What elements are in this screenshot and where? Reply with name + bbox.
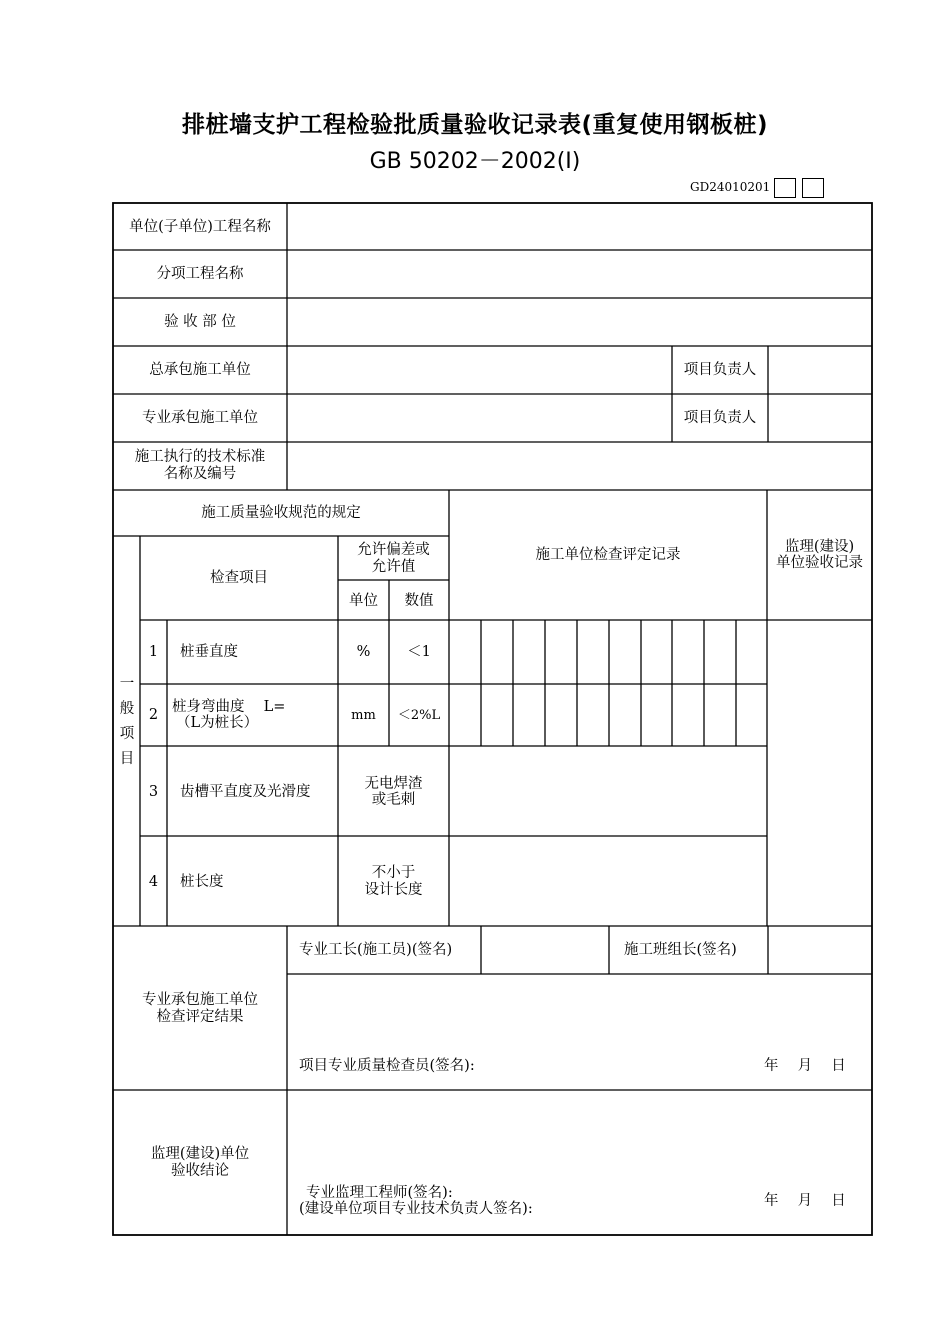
item-1-value: ＜1 [407, 644, 431, 660]
tech-standard-label-line2: 名称及编号 [163, 466, 237, 482]
form-title: 排桩墙支护工程检验批质量验收记录表(重复使用钢板桩) [181, 112, 769, 138]
check-item-label: 检查项目 [210, 570, 268, 586]
specialty-contractor-field[interactable] [289, 396, 670, 440]
item-2-name-line2: （L为桩长） [176, 715, 259, 731]
subproject-field[interactable] [289, 252, 870, 296]
foreman-label: 专业工长(施工员)(签名) [299, 942, 453, 958]
contractor-result-label-line2: 检查评定结果 [156, 1009, 244, 1025]
supervision-record-field[interactable] [769, 622, 870, 924]
acceptance-part-field[interactable] [289, 300, 870, 344]
item-3-record-field[interactable] [451, 748, 765, 834]
project-name-field[interactable] [289, 205, 870, 248]
supervision-result-label-line1: 监理(建设)单位 [150, 1146, 250, 1162]
item-4-no: 4 [148, 874, 159, 890]
form-code: GD24010201 [690, 180, 771, 194]
foreman-signature-field[interactable] [483, 928, 607, 972]
tech-standard-field[interactable] [289, 444, 870, 488]
item-3-value-line1: 无电焊渣 [364, 776, 423, 792]
item-2-unit: mm [351, 708, 376, 723]
contractor-result-label-line1: 专业承包施工单位 [142, 992, 258, 1008]
contractor-date-label: 年 月 日 [764, 1058, 846, 1074]
project-manager-field-1[interactable] [770, 348, 870, 392]
standard-code: GB 50202－2002(Ⅰ) [369, 149, 581, 174]
item-4-record-field[interactable] [451, 838, 765, 924]
item-4-value-line2: 设计长度 [364, 882, 423, 898]
unit-label: 单位 [349, 593, 378, 609]
item-4-name: 桩长度 [180, 874, 224, 890]
supervision-label-line1: 监理(建设) [784, 539, 855, 555]
item-2-name-line1: 桩身弯曲度 L= [172, 699, 286, 715]
item-1-unit: % [356, 644, 371, 660]
supervision-date-label: 年 月 日 [764, 1193, 846, 1209]
tolerance-label-line2: 允许值 [371, 559, 416, 575]
acceptance-part-label: 验 收 部 位 [164, 314, 236, 330]
team-leader-signature-field[interactable] [770, 928, 870, 972]
item-2-no: 2 [148, 707, 159, 723]
general-contractor-label: 总承包施工单位 [149, 362, 251, 378]
inspector-label: 项目专业质量检查员(签名): [299, 1058, 475, 1074]
project-manager-label-2: 项目负责人 [683, 410, 757, 426]
general-contractor-field[interactable] [289, 348, 670, 392]
item-3-no: 3 [148, 784, 159, 800]
project-manager-label-1: 项目负责人 [683, 362, 757, 378]
engineer-label: 专业监理工程师(签名): [306, 1185, 453, 1201]
subproject-label: 分项工程名称 [156, 266, 244, 282]
item-1-no: 1 [148, 644, 159, 660]
spec-heading: 施工质量验收规范的规定 [201, 505, 361, 521]
category-label: 一般项目 [119, 676, 135, 767]
item-3-value-line2: 或毛刺 [371, 792, 416, 808]
specialty-contractor-label: 专业承包施工单位 [142, 410, 258, 426]
owner-label: (建设单位项目专业技术负责人签名): [299, 1201, 533, 1217]
item-4-value-line1: 不小于 [371, 865, 416, 881]
tolerance-label-line1: 允许偏差或 [357, 542, 430, 558]
item-1-name: 桩垂直度 [180, 644, 238, 660]
supervision-result-label-line2: 验收结论 [171, 1163, 229, 1179]
tech-standard-label-line1: 施工执行的技术标准 [134, 449, 266, 465]
construction-record-label: 施工单位检查评定记录 [535, 547, 681, 563]
project-name-label: 单位(子单位)工程名称 [129, 219, 271, 235]
item-3-name: 齿槽平直度及光滑度 [180, 784, 311, 800]
project-manager-field-2[interactable] [770, 396, 870, 440]
team-leader-label: 施工班组长(签名) [624, 942, 737, 958]
value-label: 数值 [404, 593, 434, 609]
supervision-label-line2: 单位验收记录 [776, 555, 863, 571]
item-2-value: ＜2%L [397, 708, 441, 723]
